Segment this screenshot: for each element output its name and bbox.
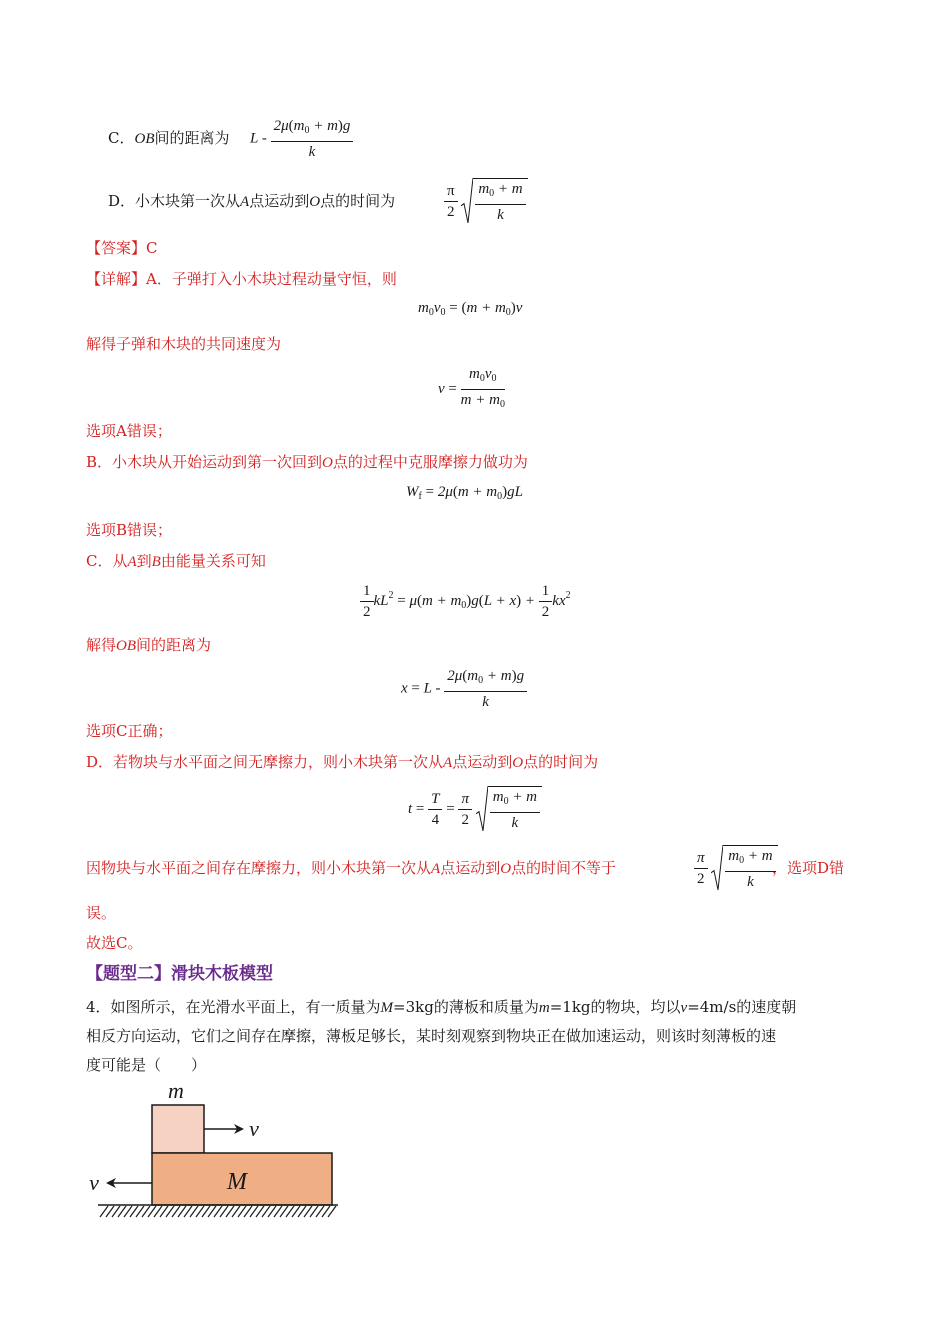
detail-c-right: 选项C正确； xyxy=(86,722,173,740)
section-title: 【题型二】滑块木板模型 xyxy=(86,964,273,984)
detail-b-wrong: 选项B错误； xyxy=(86,521,173,539)
detail-a-wrong: 选项A错误； xyxy=(86,422,172,440)
option-c-ob: OB xyxy=(134,131,155,147)
option-d: D．小木块第一次从A点运动到O点的时间为 xyxy=(108,192,396,210)
option-d-formula: $\frac{\pi}{2}$ $\frac{m_0 + m}{k}$ xyxy=(444,178,528,225)
q4-line2: 相反方向运动，它们之间存在摩擦，薄板足够长，某时刻观察到物块正在做加速运动，则该时刻薄板的速 xyxy=(86,1027,777,1045)
large-block-label: M xyxy=(227,1169,247,1195)
detail-solve-ob: 解得OB间的距离为 xyxy=(86,636,212,654)
v-right-label: v xyxy=(249,1116,259,1141)
option-c xyxy=(108,128,230,149)
equation-energy: $\frac{1}{2}$ $kL^2 = \mu(m + m_0)g(L + x)$ + $\frac{1}{2}$ $kx^2$ xyxy=(360,581,571,622)
slider-board-figure xyxy=(86,1080,346,1230)
conclusion-formula: $\frac{\pi}{2}$ $\frac{m_0 + m}{k}$ xyxy=(694,845,778,892)
equation-period-time: t = $\frac{T}{4}$ = $\frac{\pi}{2}$ $\frac{m_0 + m}{k}$ xyxy=(408,786,542,833)
q4-line3: 度可能是（ ） xyxy=(86,1056,207,1074)
answer-line xyxy=(86,238,158,258)
equation-ob-distance: x = L - $\frac{2\mu(m_0 + m)g}{k}$ xyxy=(401,666,527,712)
detail-conclusion-cont: 误。 xyxy=(86,904,117,922)
detail-label: 【详解】 xyxy=(86,270,147,288)
detail-d-line: D．若物块与水平面之间无摩擦力，则小木块第一次从A点运动到O点的时间为 xyxy=(86,753,599,771)
option-c-formula: L - $\frac{2\mu(m_0 + m)g}{k}$ xyxy=(250,116,353,162)
detail-b-line: B．小木块从开始运动到第一次回到O点的过程中克服摩擦力做功为 xyxy=(86,453,528,471)
detail-c-line: C．从A到B由能量关系可知 xyxy=(86,552,266,570)
detail-conclusion: 因物块与水平面之间存在摩擦力，则小木块第一次从A点运动到O点的时间不等于 xyxy=(86,859,617,877)
equation-momentum: $m_0v_0 = (m + m_0)v$ xyxy=(418,300,523,318)
small-block xyxy=(152,1105,204,1153)
detail-a-line: 【详解】A．子弹打入小木块过程动量守恒，则 xyxy=(86,270,397,288)
answer-label: 【答案】 xyxy=(86,239,147,257)
answer-value: C xyxy=(146,239,158,257)
option-c-label: C． xyxy=(108,129,135,147)
option-c-text: 间的距离为 xyxy=(154,129,230,147)
detail-solve-speed: 解得子弹和木块的共同速度为 xyxy=(86,335,282,353)
q4-line1: 4．如图所示，在光滑水平面上，有一质量为M=3kg的薄板和质量为m=1kg的物块，均以v=4m/s的速度朝 xyxy=(86,998,797,1016)
detail-conclusion-end: ，选项D错 xyxy=(772,859,845,877)
equation-friction-work: $W_f = 2\mu(m + m_0)gL$ xyxy=(406,484,523,502)
ground-hatch xyxy=(100,1206,336,1217)
v-left-label: v xyxy=(89,1170,99,1195)
detail-final: 故选C。 xyxy=(86,934,143,952)
equation-common-speed: v = $\frac{m_0v_0}{m + m_0}$ xyxy=(438,366,505,410)
small-block-label: m xyxy=(168,1080,184,1103)
